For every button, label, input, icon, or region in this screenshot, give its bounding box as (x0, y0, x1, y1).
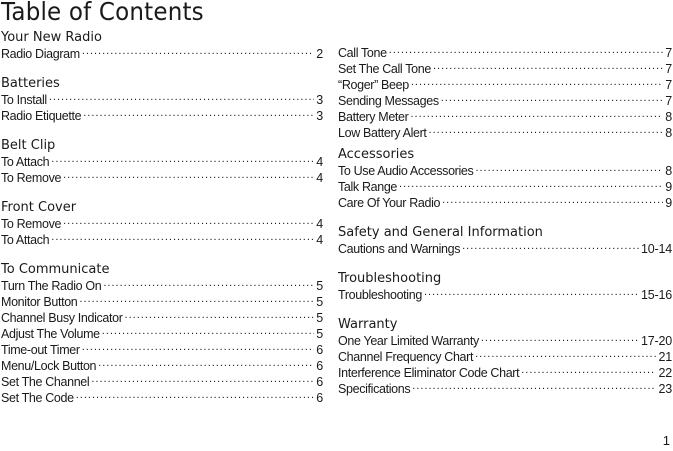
toc-entry-page: 9 (665, 180, 672, 194)
toc-entry-label: Talk Range (338, 180, 398, 194)
toc-entry-label: Radio Etiquette (1, 109, 82, 123)
toc-entry[interactable] (338, 125, 672, 141)
section-heading: Troubleshooting (338, 271, 442, 286)
page-title: Table of Contents (1, 0, 204, 26)
dot-leader (63, 170, 314, 182)
toc-entry-label: To Remove (1, 171, 62, 185)
section-gap (338, 303, 672, 317)
dot-leader (49, 92, 314, 104)
dot-leader (424, 287, 639, 299)
toc-entry-page: 8 (665, 164, 672, 178)
toc-entry[interactable] (1, 374, 323, 390)
toc-entry[interactable] (338, 241, 672, 257)
toc-entry-label: Adjust The Volume (1, 327, 100, 341)
dot-leader (433, 61, 663, 73)
section-heading: Front Cover (1, 200, 77, 215)
toc-entry-page: 4 (316, 155, 323, 169)
toc-entry[interactable] (1, 390, 323, 406)
page-number: 1 (662, 433, 670, 448)
toc-entry-label: Set The Channel (1, 375, 90, 389)
toc-entry-label: Menu/Lock Button (1, 359, 97, 373)
toc-entry-label: To Remove (1, 217, 62, 231)
toc-entry[interactable] (338, 195, 672, 211)
dot-leader (76, 390, 315, 402)
toc-entry[interactable] (1, 310, 323, 326)
toc-entry-label: Time-out Timer (1, 343, 80, 357)
toc-entry[interactable] (1, 294, 323, 310)
toc-entry-label: Turn The Radio On (1, 279, 102, 293)
toc-entry[interactable] (338, 93, 672, 109)
dot-leader (462, 241, 639, 253)
toc-entry-page: 3 (316, 93, 323, 107)
toc-entry-label: Set The Call Tone (338, 62, 431, 76)
dot-leader (399, 179, 663, 191)
toc-entry-page: 2 (316, 47, 323, 61)
dot-leader (98, 358, 314, 370)
dot-leader (91, 374, 314, 386)
toc-entry-page: 7 (665, 78, 672, 92)
toc-entry[interactable] (338, 163, 672, 179)
toc-entry-page: 4 (316, 217, 323, 231)
toc-entry-page: 6 (316, 359, 323, 373)
toc-entry[interactable] (1, 358, 323, 374)
section-heading: Your New Radio (1, 30, 102, 45)
toc-entry[interactable] (338, 77, 672, 93)
section-heading: To Communicate (1, 262, 110, 277)
dot-leader (79, 294, 314, 306)
section-gap (1, 248, 323, 262)
section-gap (1, 124, 323, 138)
section-gap (338, 211, 672, 225)
toc-entry-label: Set The Code (1, 391, 74, 405)
toc-entry-page: 4 (316, 171, 323, 185)
toc-entry-page: 5 (316, 327, 323, 341)
toc-entry[interactable] (1, 342, 323, 358)
toc-entry-page: 15-16 (641, 288, 672, 302)
toc-entry-page: 7 (665, 94, 672, 108)
toc-entry-page: 6 (316, 375, 323, 389)
section-heading: Safety and General Information (338, 225, 543, 240)
toc-entry-label: Specifications (338, 382, 411, 396)
toc-entry-label: Channel Frequency Chart (338, 350, 474, 364)
toc-entry-label: Call Tone (338, 46, 387, 60)
dot-leader (63, 216, 314, 228)
toc-entry[interactable] (1, 154, 323, 170)
toc-entry-page: 4 (316, 233, 323, 247)
toc-entry-page: 17-20 (641, 334, 672, 348)
toc-entry[interactable] (338, 109, 672, 125)
toc-entry-page: 21 (658, 350, 672, 364)
toc-entry-label: Radio Diagram (1, 47, 80, 61)
section-heading: Accessories (338, 147, 415, 162)
toc-entry-page: 22 (658, 366, 672, 380)
toc-entry-label: One Year Limited Warranty (338, 334, 479, 348)
dot-leader (442, 195, 663, 207)
dot-leader (410, 109, 663, 121)
section-gap (338, 257, 672, 271)
toc-entry[interactable] (338, 365, 672, 381)
toc-entry-page: 7 (665, 62, 672, 76)
toc-entry-label: Low Battery Alert (338, 126, 427, 140)
dot-leader (51, 154, 314, 166)
toc-entry-label: To Use Audio Accessories (338, 164, 474, 178)
toc-entry-label: To Install (1, 93, 47, 107)
toc-entry-label: Interference Eliminator Code Chart (338, 366, 520, 380)
toc-entry-page: 6 (316, 391, 323, 405)
toc-entry[interactable] (1, 232, 323, 248)
toc-entry[interactable] (1, 92, 323, 108)
dot-leader (441, 93, 664, 105)
toc-entry[interactable] (1, 278, 323, 294)
toc-entry[interactable] (338, 287, 672, 303)
dot-leader (412, 381, 656, 393)
toc-entry-page: 10-14 (641, 242, 672, 256)
toc-entry-label: Sending Messages (338, 94, 439, 108)
dot-leader (82, 342, 315, 354)
toc-entry-label: To Attach (1, 155, 50, 169)
dot-leader (475, 349, 656, 361)
toc-right-column (338, 45, 672, 397)
toc-entry-label: Troubleshooting (338, 288, 422, 302)
dot-leader (125, 310, 315, 322)
dot-leader (411, 77, 663, 89)
toc-entry-label: Care Of Your Radio (338, 196, 441, 210)
dot-leader (389, 45, 663, 57)
toc-entry-page: 9 (665, 196, 672, 210)
toc-entry[interactable] (1, 326, 323, 342)
dot-leader (82, 46, 314, 58)
toc-entry-page: 7 (665, 46, 672, 60)
toc-entry-label: To Attach (1, 233, 50, 247)
toc-entry-page: 8 (665, 110, 672, 124)
dot-leader (102, 326, 314, 338)
toc-entry[interactable] (338, 45, 672, 61)
section-gap (1, 186, 323, 200)
toc-entry-page: 23 (658, 382, 672, 396)
toc-entry-page: 5 (316, 295, 323, 309)
toc-entry-label: Channel Busy Indicator (1, 311, 123, 325)
toc-entry[interactable] (338, 349, 672, 365)
toc-entry-page: 6 (316, 343, 323, 357)
dot-leader (521, 365, 656, 377)
toc-entry[interactable] (1, 46, 323, 62)
toc-entry-label: Cautions and Warnings (338, 242, 461, 256)
toc-entry[interactable] (338, 333, 672, 349)
section-gap (1, 62, 323, 76)
toc-entry[interactable] (1, 170, 323, 186)
toc-entry-label: Battery Meter (338, 110, 409, 124)
toc-entry-label: Monitor Button (1, 295, 78, 309)
toc-entry-page: 5 (316, 311, 323, 325)
toc-entry-label: “Roger” Beep (338, 78, 409, 92)
toc-entry[interactable] (338, 179, 672, 195)
dot-leader (481, 333, 639, 345)
toc-entry-page: 5 (316, 279, 323, 293)
dot-leader (51, 232, 314, 244)
dot-leader (429, 125, 664, 137)
dot-leader (475, 163, 663, 175)
section-heading: Warranty (338, 317, 398, 332)
section-heading: Belt Clip (1, 138, 56, 153)
toc-entry[interactable] (338, 381, 672, 397)
toc-entry[interactable] (1, 108, 323, 124)
toc-entry[interactable] (1, 216, 323, 232)
toc-entry-page: 3 (316, 109, 323, 123)
dot-leader (103, 278, 314, 290)
toc-entry-page: 8 (665, 126, 672, 140)
section-heading: Batteries (1, 76, 60, 91)
dot-leader (83, 108, 314, 120)
toc-entry[interactable] (338, 61, 672, 77)
toc-left-column (1, 30, 323, 406)
